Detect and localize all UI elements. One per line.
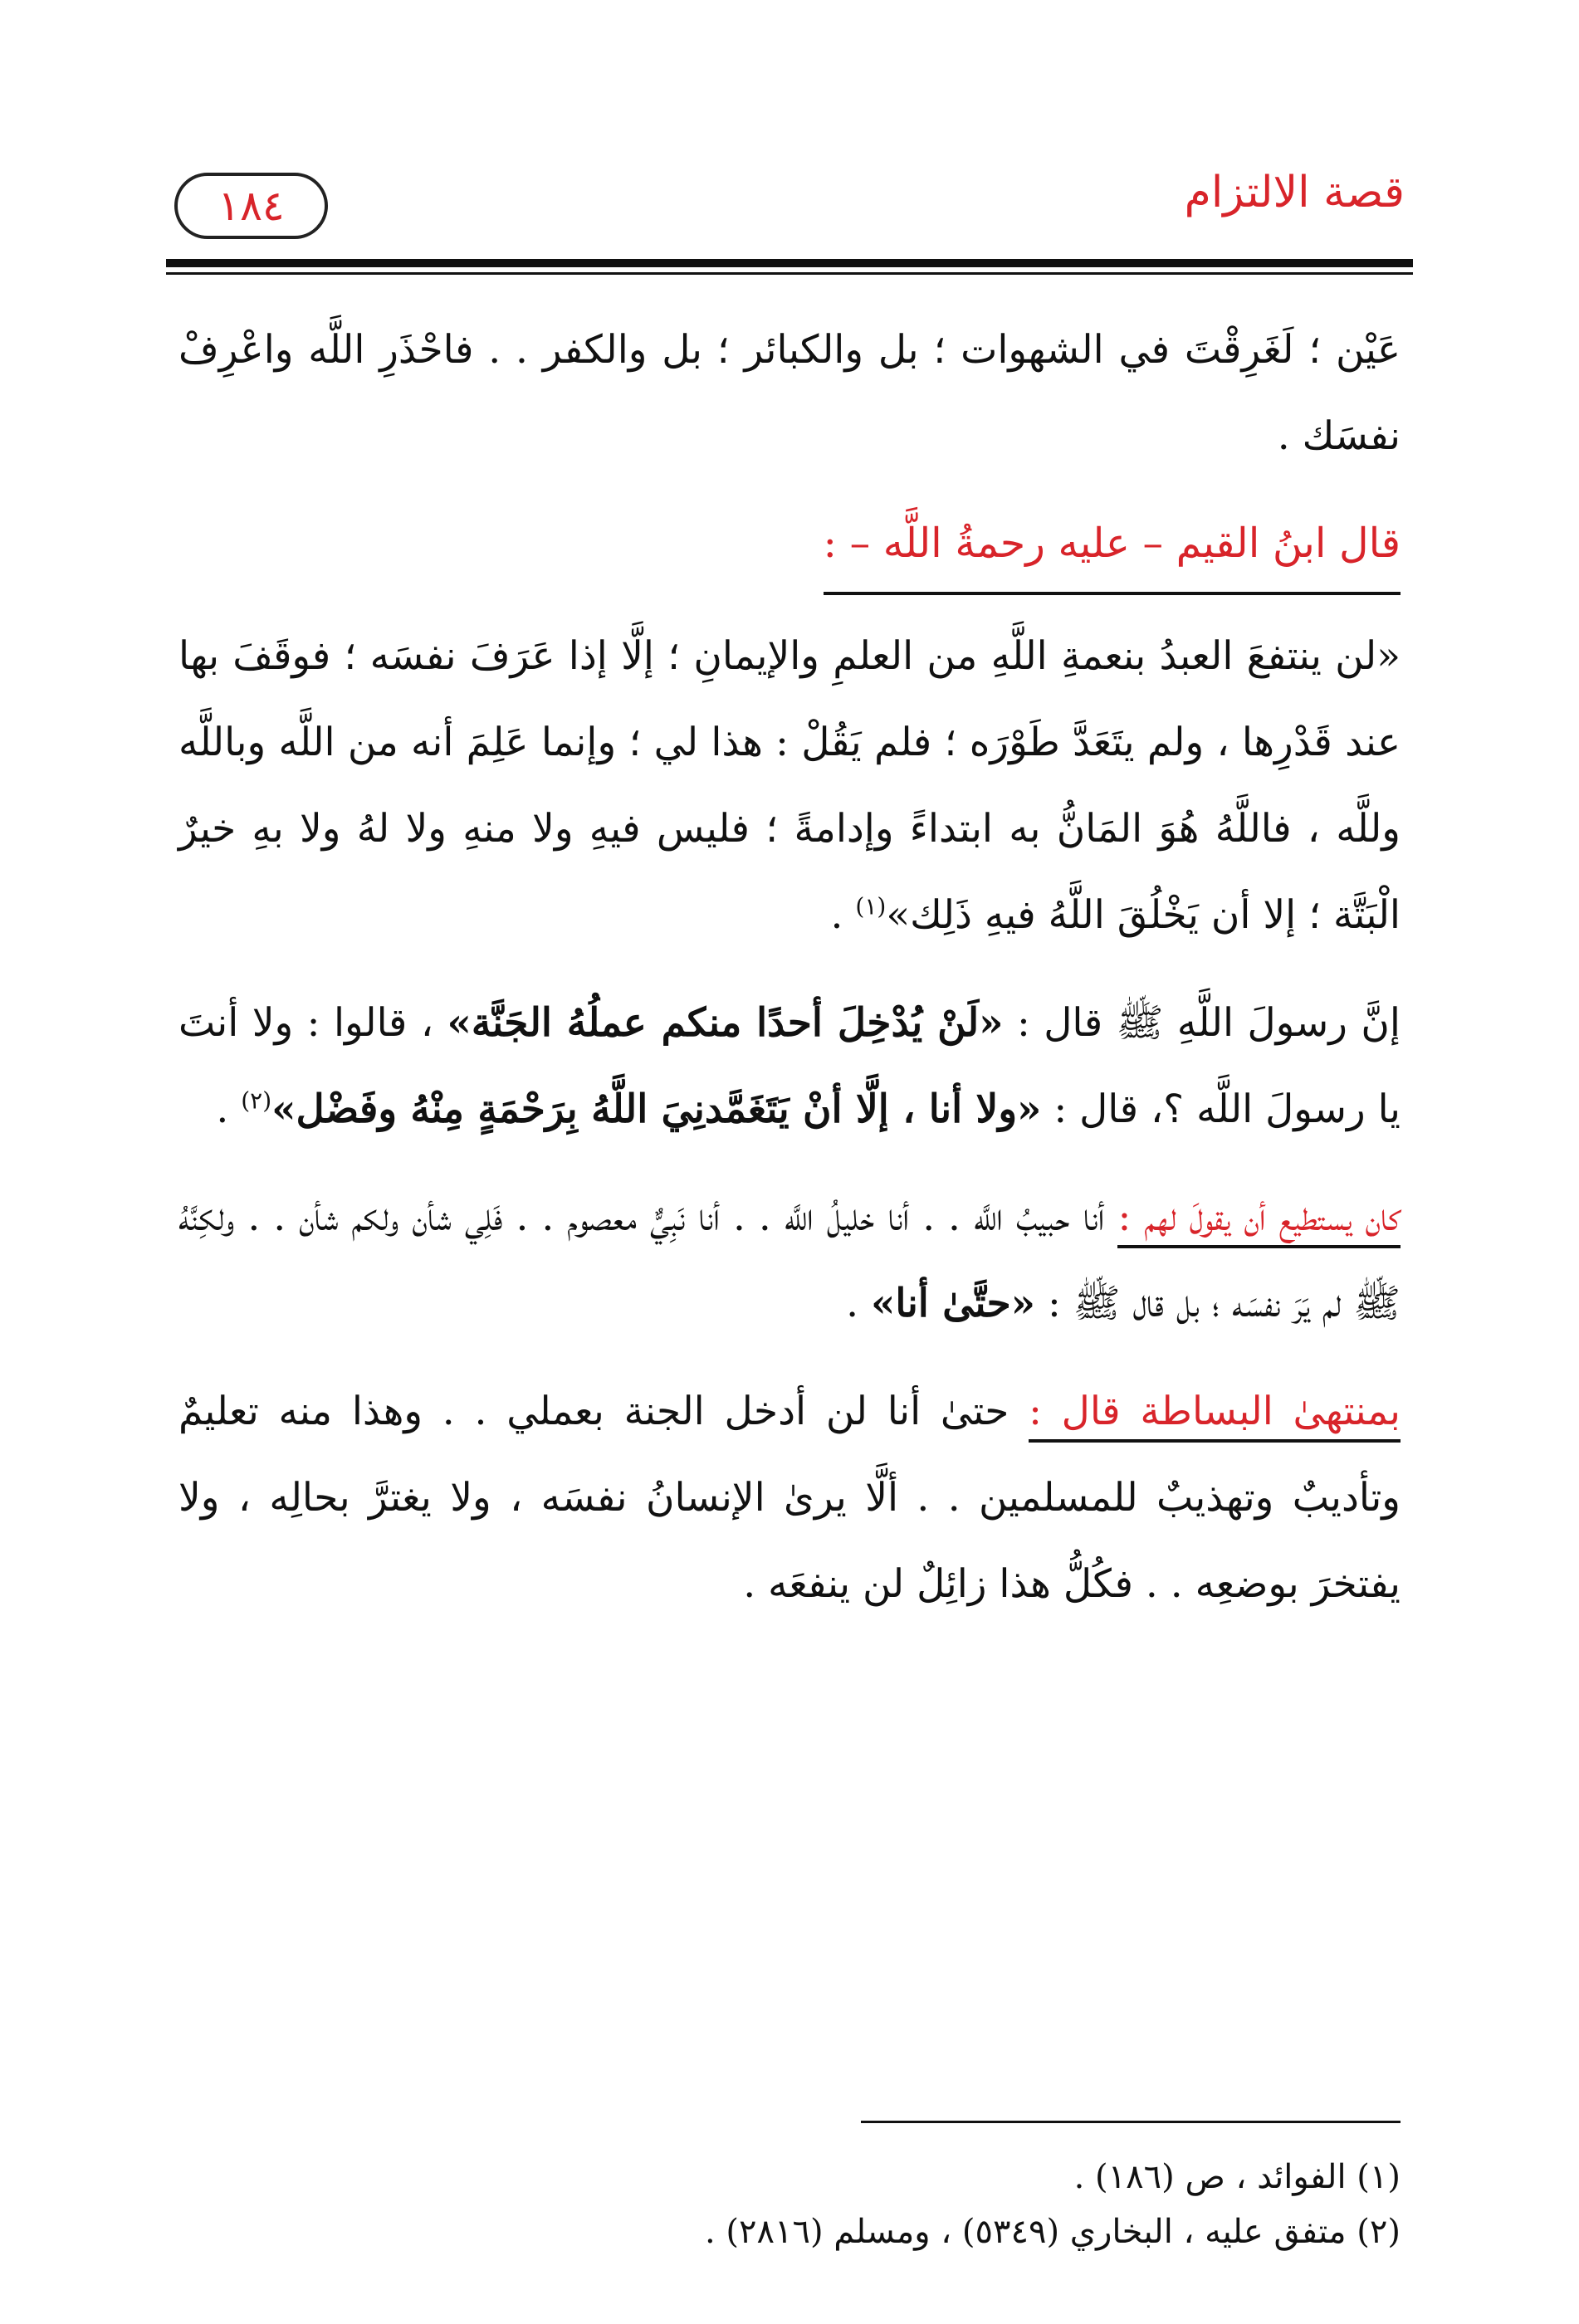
page-header xyxy=(174,158,1405,257)
hadith-quote-2: «ولا أنا ، إلَّا أنْ يَتَغَمَّدنِيَ اللَّهُ بِرَحْمَةٍ مِنْهُ وفَضْل» xyxy=(271,1086,1042,1132)
paragraph-3-end: . xyxy=(846,1281,872,1326)
quote-paragraph: «لن ينتفعَ العبدُ بنعمةِ اللَّهِ من العلمِ والإيمانِ ؛ إلَّا إذا عَرَفَ نفسَه ؛ فوقَفَ بها عند قَدْرِها ، ولم يتَعَدَّ طَوْرَه ؛ فلم يَقُلْ : هذا لي ؛ وإنما عَلِمَ أنه من اللَّه وباللَّه وللَّه ، فاللَّهُ هُوَ المَانُّ به ابتداءً وإدامةً ؛ فليس فيهِ ولا منهِ ولا لهُ ولا بهِ خيرٌ الْبَتَّة ؛ إلا أن يَخْلُقَ اللَّهُ فيهِ ذَلِك»$^{(١)}$ . xyxy=(178,633,1401,938)
hadith-middle: ، قالوا : ولا أنتَ يا رسولَ اللَّه ؟، قال : xyxy=(178,1000,1401,1132)
hadith-intro: إنَّ رسولَ اللَّهِ ﷺ قال : xyxy=(1003,1000,1401,1046)
footnote-2: (٢) متفق عليه ، البخاري (٥٣٤٩) ، ومسلم (٢٨١٦) . xyxy=(705,2213,1401,2251)
heading-ibn-qayyim: قال ابنُ القيم – عليه رحمةُ اللَّه – : xyxy=(824,504,1401,595)
hadith-end: . xyxy=(216,1086,242,1132)
header-rule-thin xyxy=(166,272,1413,275)
quote-text: «لن ينتفعَ العبدُ بنعمةِ اللَّهِ من العلمِ والإيمانِ ؛ إلَّا إذا عَرَفَ نفسَه ؛ فوقَفَ بها عند قَدْرِها ، ولم يتَعَدَّ طَوْرَه ؛ فلم يَقُلْ : هذا لي ؛ وإنما عَلِمَ أنه من اللَّه وباللَّه وللَّه ، فاللَّهُ هُوَ المَانُّ به ابتداءً وإدامةً ؛ فليس فيهِ ولا منهِ ولا لهُ ولا بهِ خيرٌ الْبَتَّة ؛ إلا أن يَخْلُقَ اللَّهُ فيهِ ذَلِك» xyxy=(178,633,1401,938)
paragraph-1: عَيْن ؛ لَغَرِقْتَ في الشهوات ؛ بل والكبائر ؛ بل والكفر . . فاحْذَرِ اللَّه واعْرِفْ نفسَك . xyxy=(178,327,1401,459)
footnote-rule xyxy=(861,2121,1401,2123)
heading-ibn-qayyim-wrap xyxy=(178,501,1401,613)
paragraph-3-text: أنا حبيبُ اللَّه . . أنا خليلُ اللَّه . . أنا نَبِيٌّ معصوم . . فَلِي شأن ولكم شأن . . ولكِنَّهُ ﷺ لم يَرَ نفسَه ؛ بل قال ﷺ : xyxy=(178,1194,1401,1326)
running-title: قصة الالتزام xyxy=(1184,168,1405,217)
footnote-ref-1: (١) xyxy=(855,892,887,920)
paragraph-4-text: حتىٰ أنا لن أدخل الجنة بعملي . . وهذا منه تعليمٌ وتأديبٌ وتهذيبٌ للمسلمين . . ألَّا يرىٰ الإنسانُ نفسَه ، ولا يغترَّ بحالِه ، ولا يفتخرَ بوضعِه . . فكُلُّ هذا زائِلٌ لن ينفعَه . xyxy=(178,1389,1401,1607)
lead-phrase-3: بمنتهىٰ البساطة قال : xyxy=(1029,1389,1401,1443)
page-body xyxy=(178,307,1401,1649)
paragraph-3 xyxy=(178,1174,1401,1347)
hadith-paragraph xyxy=(178,980,1401,1153)
footnotes xyxy=(178,2150,1401,2259)
hadith-quote-1: «لَنْ يُدْخِلَ أحدًا منكم عملُهُ الجَنَّة» xyxy=(447,1000,1004,1046)
page-number: ١٨٤ xyxy=(174,173,328,239)
header-rule-thick xyxy=(166,259,1413,267)
paragraph-3-bold: «حتَّىٰ أنا» xyxy=(871,1281,1036,1326)
footnote-1: (١) الفوائد ، ص (١٨٦) . xyxy=(1073,2158,1401,2196)
paragraph-4 xyxy=(178,1369,1401,1628)
lead-phrase-2: كان يستطيع أن يقولَ لهم : xyxy=(1117,1194,1401,1248)
footnote-ref-2: (٢) xyxy=(241,1086,272,1115)
